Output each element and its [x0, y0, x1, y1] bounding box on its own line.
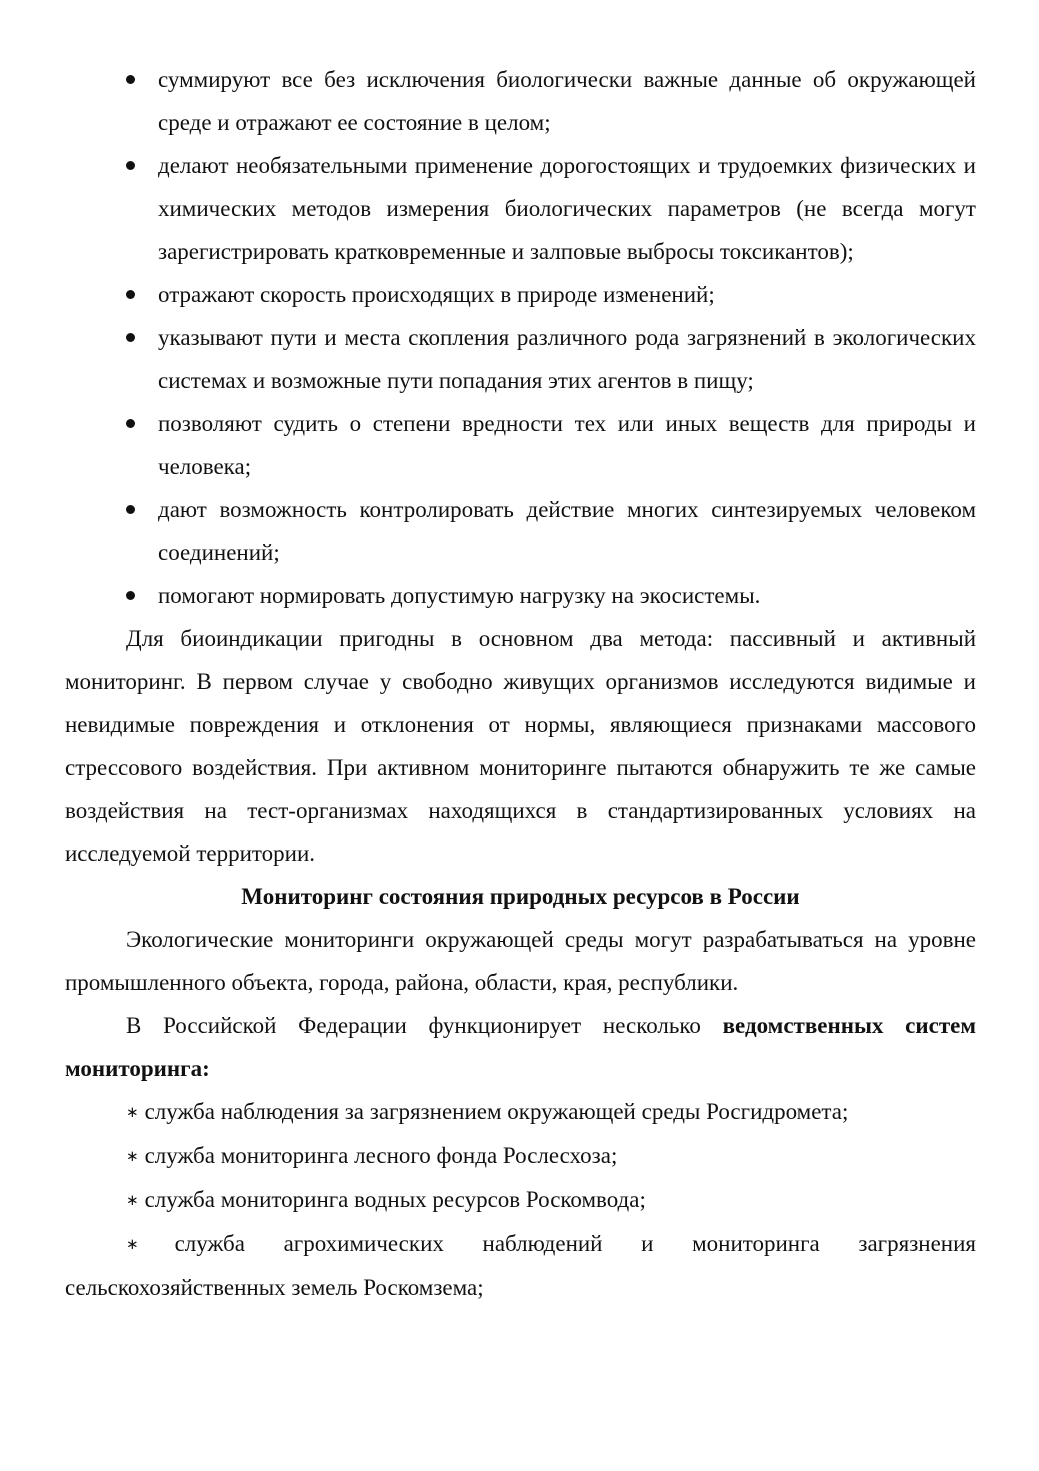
system-list-item [65, 1090, 976, 1134]
list-item [65, 574, 976, 617]
bullet-icon [126, 505, 135, 514]
bullet-icon [126, 75, 135, 84]
bullet-icon [126, 419, 135, 428]
paragraph-text: В Российской Федерации функционирует несколько [126, 1013, 701, 1038]
list-item [65, 316, 976, 402]
page-text [65, 58, 976, 1309]
system-list-item-text: служба агрохимических наблюдений и мониторинга загрязнения сельскохозяйственных земель Роскомзема; [65, 1231, 976, 1300]
system-list-item [65, 1134, 976, 1178]
asterisk-icon: ∗ [126, 1235, 139, 1253]
paragraph-monitoring-systems [65, 1004, 976, 1090]
paragraph-monitoring-levels: Экологические мониторинги окружающей среды могут разрабатываться на уровне промышленного объекта, города, района, области, края, республики. [65, 927, 976, 995]
bold-term: ведомственных систем мониторинга: [65, 1013, 976, 1081]
system-list-item [65, 1222, 976, 1309]
bullet-icon [126, 591, 135, 600]
list-item-text: позволяют судить о степени вредности тех или иных веществ для природы и человека; [158, 411, 976, 479]
system-list-item-text: служба мониторинга водных ресурсов Роскомвода; [144, 1187, 646, 1212]
bullet-icon [126, 333, 135, 342]
list-item [65, 402, 976, 488]
list-item [65, 144, 976, 273]
system-list-item-text: служба наблюдения за загрязнением окружающей среды Росгидромета; [144, 1099, 849, 1124]
asterisk-icon: ∗ [126, 1147, 139, 1165]
bullet-icon [126, 290, 135, 299]
list-item-text: помогают нормировать допустимую нагрузку на экосистемы. [158, 583, 761, 608]
bioindicator-advantages-list [65, 58, 976, 617]
list-item [65, 58, 976, 144]
system-list-item-text: служба мониторинга лесного фонда Рослесхоза; [144, 1143, 618, 1168]
system-list-item [65, 1178, 976, 1222]
list-item-text: делают необязательными применение дорогостоящих и трудоемких физических и химических методов измерения биологических параметров (не всегда могут зарегистрировать кратковременные и залповые выбросы токсикантов); [158, 153, 976, 264]
bullet-icon [126, 161, 135, 170]
list-item [65, 488, 976, 574]
list-item-text: суммируют все без исключения биологически важные данные об окружающей среде и отражают ее состояние в целом; [158, 67, 976, 135]
asterisk-icon: ∗ [126, 1191, 139, 1209]
list-item-text: указывают пути и места скопления различного рода загрязнений в экологических системах и возможные пути попадания этих агентов в пищу; [158, 325, 976, 393]
asterisk-icon: ∗ [126, 1103, 139, 1121]
list-item-text: дают возможность контролировать действие многих синтезируемых человеком соединений; [158, 497, 976, 565]
section-heading: Мониторинг состояния природных ресурсов в России [241, 884, 800, 909]
list-item-text: отражают скорость происходящих в природе изменений; [158, 282, 715, 307]
paragraph-monitoring-methods: Для биоиндикации пригодны в основном два метода: пассивный и активный мониторинг. В первом случае у свободно живущих организмов исследуются видимые и невидимые повреждения и отклонения от нормы, являющиеся признаками массового стрессового воздействия. При активном мониторинге пытаются обнаружить те же самые воздействия на тест-организмах находящихся в стандартизированных условиях на исследуемой территории. [65, 626, 976, 866]
list-item [65, 273, 976, 316]
